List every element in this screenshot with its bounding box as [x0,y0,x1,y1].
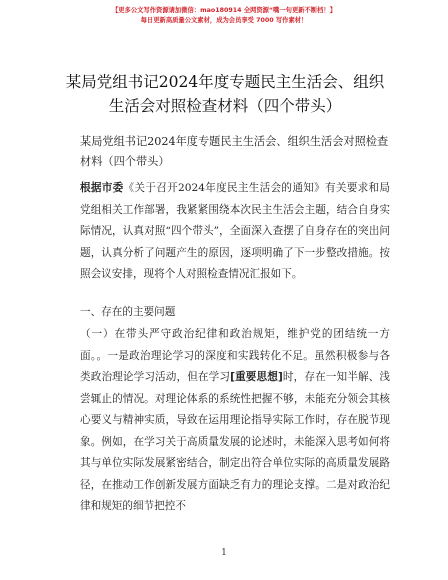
document-title: 某局党组书记2024年度专题民主生活会、组织生活会对照检查材料（四个带头） [65,73,385,115]
highlighted-term: [重要思想] [230,371,283,383]
document-subtitle: 某局党组书记2024年度专题民主生活会、组织生活会对照检查材料（四个带头） [80,135,389,168]
promo-banner [0,6,448,26]
intro-paragraph [80,178,390,286]
body-text-b: 时，存在一知半解、浅尝辄止的情况。对理论体系的系统性把握不够，未能充分领会其核心要义与精神实质，导致在运用理论指导实际工作时，存在脱节现象。例如，在学习关于高质量发展的论述时，未能深入思考如何将其与单位实际发展紧密结合，制定出符合单位实际的高质量发展路径，在推动工作创新发展方面缺乏有力的理论支撑。二是对政治纪律和规矩的细节把控不 [80,371,391,512]
body-paragraph [80,324,390,518]
section-heading: 一、存在的主要问题 [80,306,176,318]
intro-text: 《关于召开2024年度民主生活会的通知》有关要求和局党组相关工作部署，我紧紧围绕本次民主生活会主题，结合自身实际情况，认真对照“四个带头”，全面深入查摆了自身存在的突出问题，认真分析了问题产生的原因，逐项明确了下一步整改措施。按照会议安排，现将个人对照检查情况汇报如下。 [80,182,390,280]
promo-line-2: 每日更新高质量公文素材，成为会员享受 7000 写作素材！ [140,17,308,24]
page-number: 1 [221,548,227,558]
body-text-a: （一）在带头严守政治纪律和政治规矩，维护党的团结统一方面。。一是政治理论学习的深度和实践转化不足。虽然积极参与各类政治理论学习活动，但在学习 [80,328,390,383]
intro-bold-lead: 根据市委 [80,182,124,194]
promo-line-1: 【更多公文写作资源请加微信：mao180914 全网资源“嘴一句更新不断档！】 [111,7,337,14]
